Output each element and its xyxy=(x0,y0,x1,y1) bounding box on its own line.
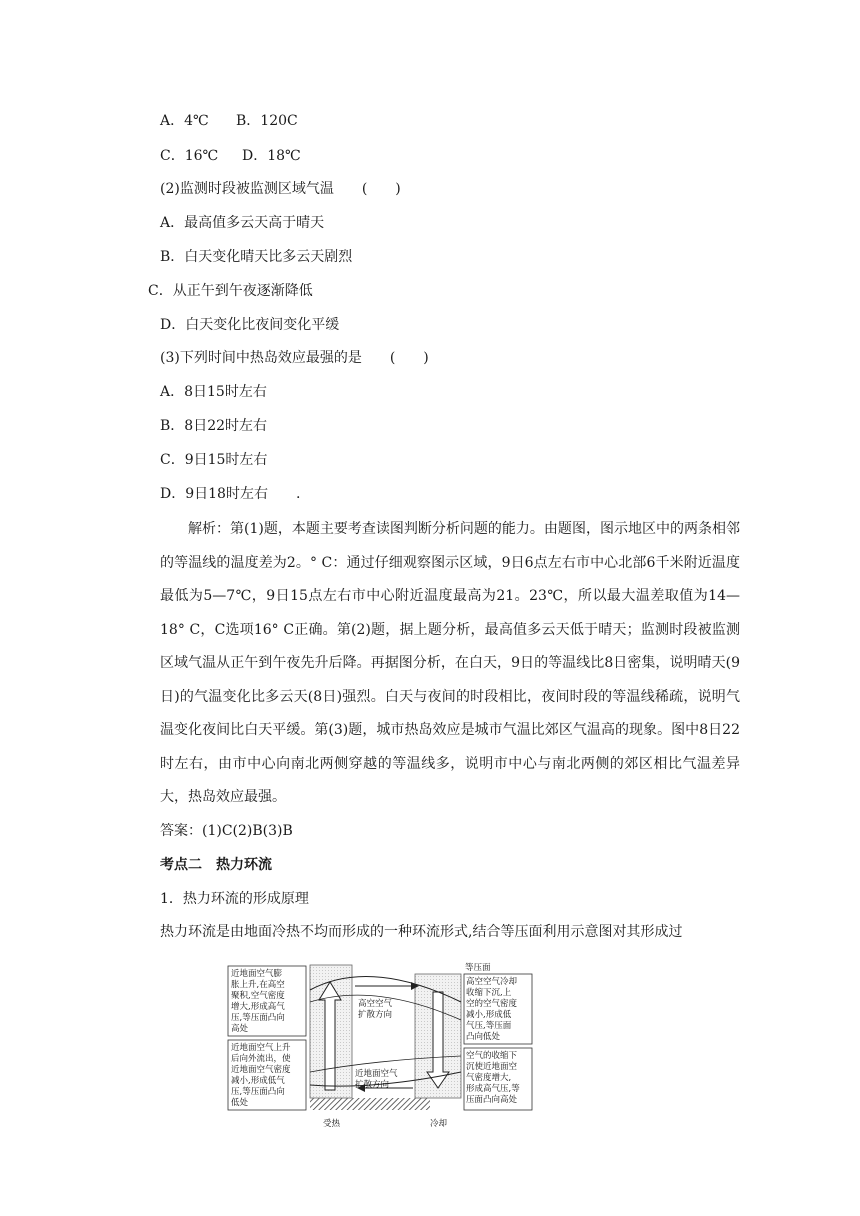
right-bottom-text: 空气的收缩下 沉使近地面空 气密度增大, 形成高气压,等 压面凸向高处 xyxy=(466,1051,520,1105)
heated-label: 受热 xyxy=(323,1119,341,1129)
q2-option-a: A．最高值多云天高于晴天 xyxy=(160,215,325,231)
q3-option-b: B．8日22时左右 xyxy=(160,418,268,434)
cooled-label: 冷却 xyxy=(430,1119,448,1129)
subsection-title: 1．热力环流的形成原理 xyxy=(160,891,309,907)
left-top-text: 近地面空气膨 胀上升,在高空 聚积,空气密度 增大,形成高气 压,等压面凸向 高处 xyxy=(231,969,285,1034)
right-top-text: 高空空气冷却 收缩下沉,上 空的空气密度 减小,形成低 气压,等压面 凸向低处 xyxy=(466,977,518,1042)
q3-option-c: C．9日15时左右 xyxy=(160,452,268,468)
intro-text: 热力环流是由地面冷热不均而形成的一种环流形式,结合等压面利用示意图对其形成过 xyxy=(160,924,683,940)
q3-stem: (3)下列时间中热岛效应最强的是 ( ) xyxy=(160,350,429,366)
answer-line: 答案：(1)C(2)B(3)B xyxy=(160,823,293,839)
q2-stem: (2)监测时段被监测区域气温 ( ) xyxy=(160,181,401,197)
q1-option-c: C．16℃ xyxy=(160,148,219,164)
q1-option-d: D．18℃ xyxy=(242,148,301,164)
q3-option-a: A．8日15时左右 xyxy=(160,384,267,400)
q1-option-a: A．4℃ xyxy=(160,113,209,129)
q1-option-b: B．120C xyxy=(236,113,298,129)
upper-diffusion-label: 高空空气 扩散方向 xyxy=(358,999,393,1020)
ground-hatch xyxy=(310,1098,430,1110)
q2-option-b: B．白天变化晴天比多云天剧烈 xyxy=(160,249,353,265)
left-bottom-text: 近地面空气上升 后向外流出，使 近地面空气密度 减小,形成低气 压,等压面凸向 低处 xyxy=(231,1043,291,1108)
lower-diffusion-label: 近地面空气 扩散方向 xyxy=(355,1069,398,1090)
isobar-label: 等压面 xyxy=(465,963,491,973)
q2-option-d: D．白天变化比夜间变化平缓 xyxy=(160,317,340,333)
analysis-paragraph: 解析：第(1)题，本题主要考查读图判断分析问题的能力。由题图，图示地区中的两条相邻的等温线的温度差为2。° C：通过仔细观察图示区域，9日6点左右市中心北部6千米附近温度最低为5—7℃，9日15点左右市中心附近温度最高为21。23℃，所以最大温差取值为14—18° C，C选项16° C正确。第(2)题，据上题分析，最高值多云天低于晴天；监测时段被监测区域气温从正午到午夜先升后降。再据图分析，在白天，9日的等温线比8日密集，说明晴天(9日)的气温变化比多云天(8日)强烈。白天与夜间的时段相比，夜间时段的等温线稀疏，说明气温变化夜间比白天平缓。第(3)题，城市热岛效应是城市气温比郊区气温高的现象。图中8日22时左右，由市中心向南北两侧穿越的等温线多，说明市中心与南北两侧的郊区相比气温差异大，热岛效应最强。 xyxy=(160,521,740,805)
section-title: 考点二 热力环流 xyxy=(160,857,272,873)
thermal-circulation-diagram xyxy=(225,960,535,1135)
q3-option-d: D．9日18时左右 . xyxy=(160,486,301,502)
q2-option-c: C．从正午到午夜逐渐降低 xyxy=(148,283,313,299)
